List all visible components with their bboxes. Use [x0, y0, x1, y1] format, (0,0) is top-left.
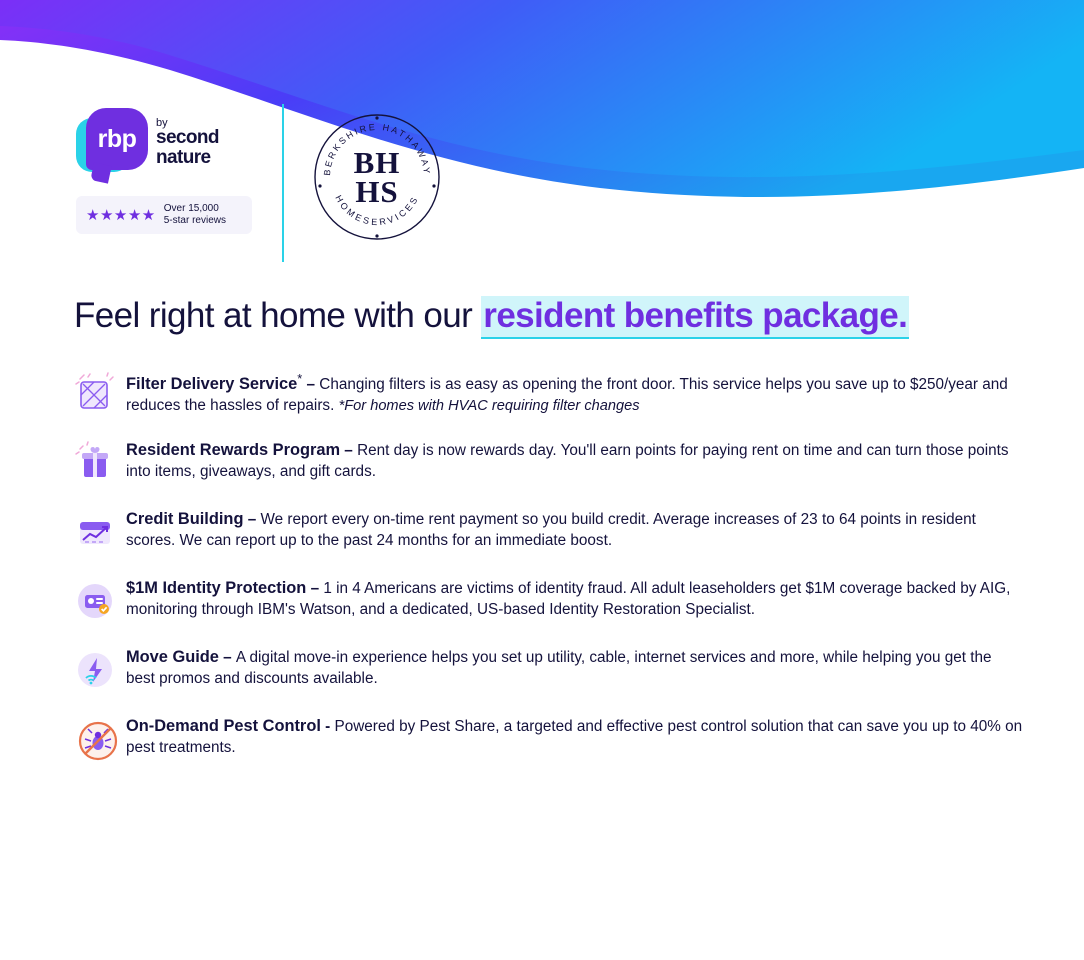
reviews-type-label: 5-star reviews — [163, 215, 226, 226]
benefit-dash: – — [340, 442, 358, 460]
bhhs-letters-line2: HS — [355, 174, 399, 209]
brand-row — [76, 104, 442, 262]
svg-text:BERKSHIRE HATHAWAY: BERKSHIRE HATHAWAY — [321, 121, 433, 177]
benefit-dash: – — [302, 376, 320, 394]
rbp-mark-text: rbp — [97, 124, 137, 153]
benefit-title: Credit Building — [126, 510, 244, 529]
benefit-description: We report every on-time rent payment so you build credit. Average increases of 23 to 64 points in resident scores. We can report up to the past 24 months for an immediate boost. — [126, 511, 976, 550]
benefit-title: Move Guide — [126, 648, 219, 667]
bhhs-letters-line1: BH — [353, 144, 401, 180]
benefit-description: 1 in 4 Americans are victims of identity fraud. All adult leaseholders get $1M coverage backed by AIG, monitoring through IBM's Watson, and a dedicated, US-based Identity Restoration Specialist. — [126, 580, 1011, 619]
star-rating-icon: ★★★★★ — [86, 206, 156, 224]
benefit-text — [126, 713, 1024, 758]
benefit-text — [126, 644, 1024, 689]
benefit-description: Powered by Pest Share, a targeted and effective pest control solution that can save you up to 40% on pest treatments. — [126, 718, 1023, 757]
rbp-logo-mark — [76, 106, 150, 180]
list-item — [74, 437, 1024, 485]
headline-highlight: resident benefits package. — [481, 296, 909, 339]
bhhs-logo-seal — [312, 112, 442, 242]
benefit-text — [126, 575, 1024, 620]
reviews-count-label: Over 15,000 — [163, 203, 219, 214]
benefit-description: A digital move-in experience helps you set up utility, cable, internet services and more, while helping you get the best promos and discounts available. — [126, 649, 992, 688]
benefit-title: Resident Rewards Program — [126, 441, 341, 460]
id-card-shield-icon — [74, 575, 126, 623]
list-item — [74, 713, 1024, 761]
wifi-plug-icon — [74, 644, 126, 692]
credit-chart-icon — [74, 506, 126, 554]
rbp-logo-block — [76, 104, 258, 234]
benefits-list — [74, 368, 1024, 782]
benefit-description: Rent day is now rewards day. You'll earn points for paying rent on time and can turn those points into items, giveaways, and gift cards. — [126, 442, 1009, 481]
benefit-description: Changing filters is as easy as opening the front door. This service helps you save up to $250/year and reduces the hassles of repairs. — [126, 376, 1008, 414]
no-pest-icon — [74, 713, 126, 761]
page-title — [74, 296, 1034, 336]
filter-icon — [74, 368, 126, 416]
rbp-by-label: by — [156, 117, 168, 130]
benefit-text — [126, 368, 1024, 416]
benefit-text — [126, 506, 1024, 551]
benefit-dash: – — [306, 580, 324, 598]
headline-lead: Feel right at home with our — [74, 296, 482, 335]
benefit-text — [126, 437, 1024, 482]
reviews-badge — [76, 196, 252, 234]
benefit-footnote: *For homes with HVAC requiring filter changes — [338, 397, 640, 414]
benefit-title-superscript: * — [297, 371, 303, 386]
brand-divider — [282, 104, 284, 262]
list-item — [74, 506, 1024, 554]
list-item — [74, 368, 1024, 416]
list-item — [74, 575, 1024, 623]
list-item — [74, 644, 1024, 692]
benefit-title: Filter Delivery Service — [126, 375, 298, 394]
second-nature-line2: nature — [156, 146, 211, 168]
benefit-title: $1M Identity Protection — [126, 579, 307, 598]
second-nature-line1: second — [156, 126, 219, 148]
benefit-dash: - — [320, 718, 335, 736]
benefit-title: On-Demand Pest Control — [126, 717, 321, 736]
benefit-dash: – — [218, 649, 236, 667]
gift-icon — [74, 437, 126, 485]
benefit-dash: – — [243, 511, 261, 529]
svg-text:HOMESERVICES: HOMESERVICES — [333, 193, 421, 228]
